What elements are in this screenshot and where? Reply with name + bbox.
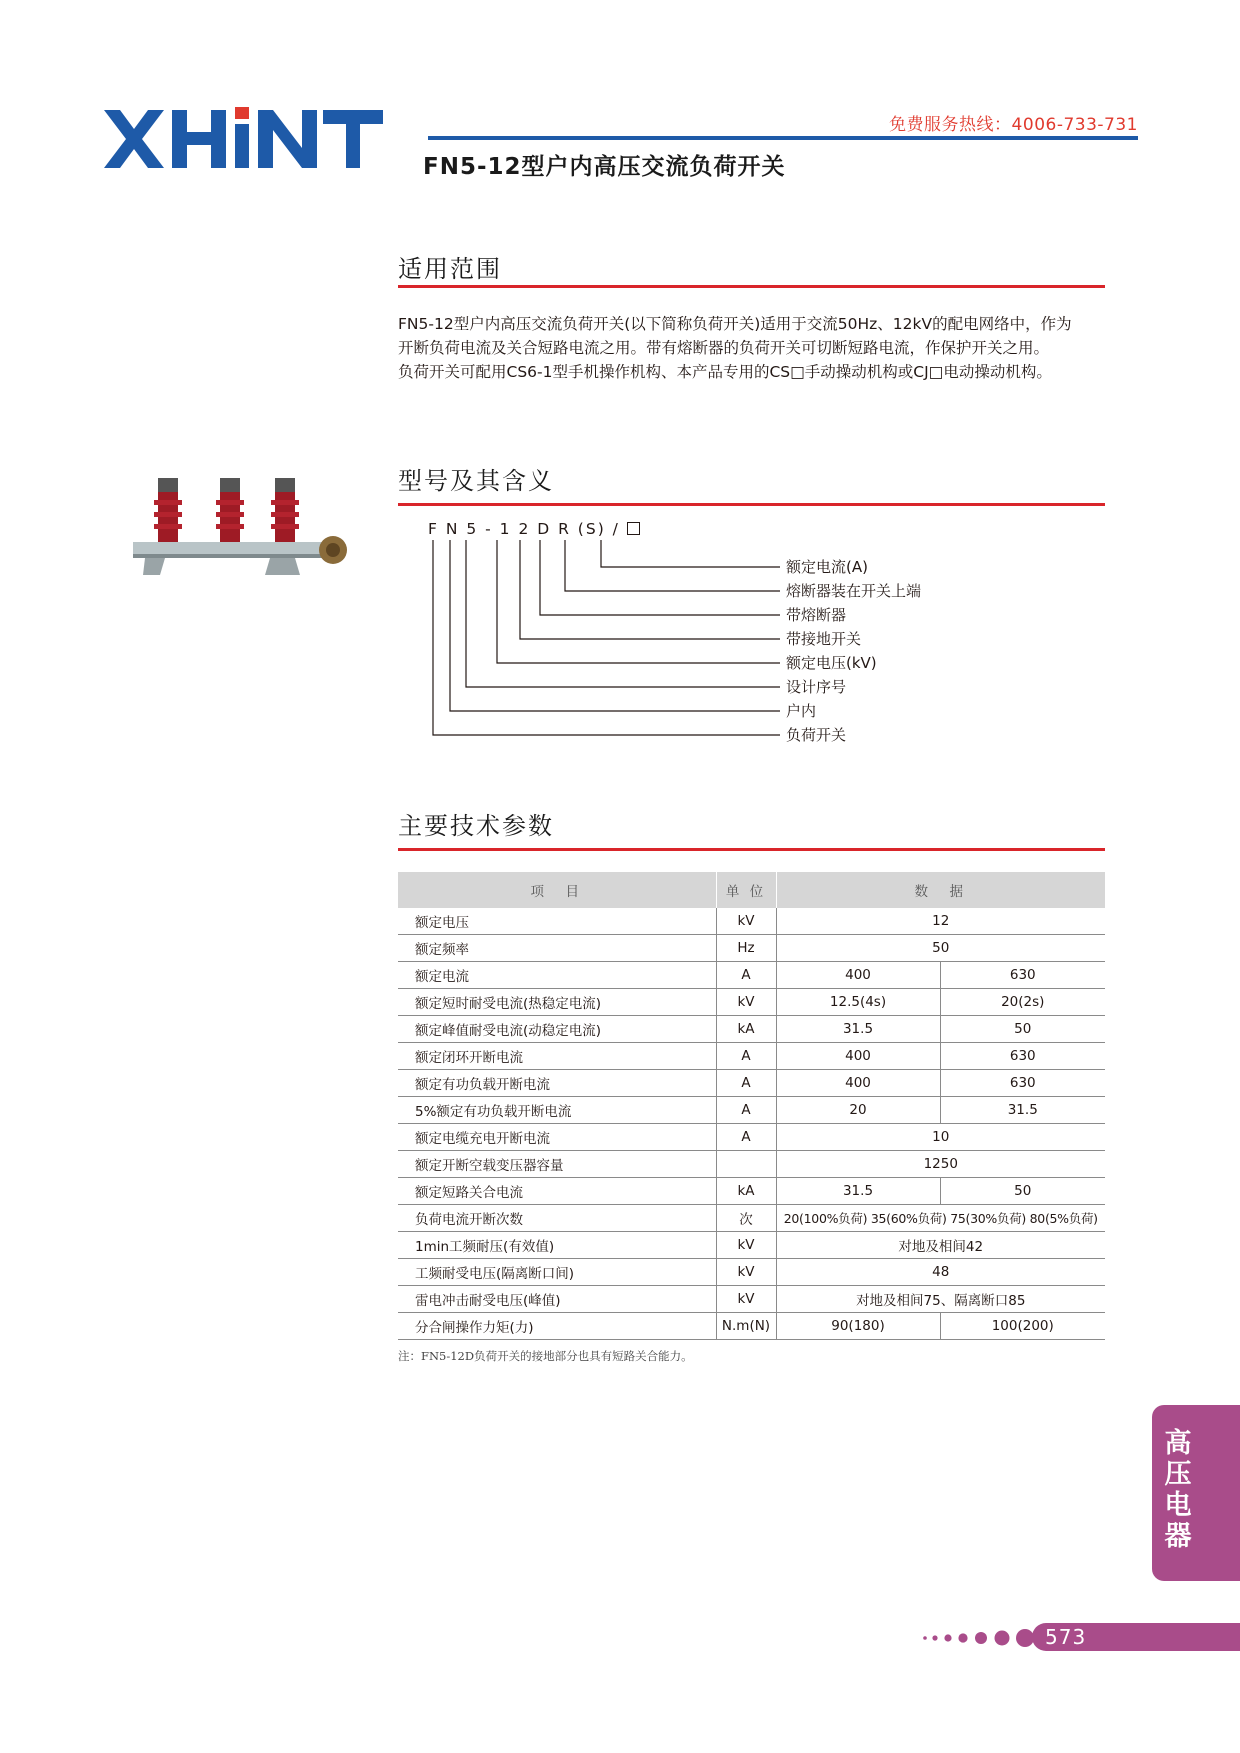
model-code-prefix: F N 5 - 1 2 D R (S) /	[428, 520, 620, 538]
row-item: 额定峰值耐受电流(动稳定电流)	[398, 1016, 716, 1043]
row-item: 分合闸操作力矩(力)	[398, 1313, 716, 1340]
section-title-model: 型号及其含义	[398, 467, 554, 495]
row-unit	[716, 1151, 776, 1178]
row-item: 5%额定有功负载开断电流	[398, 1097, 716, 1124]
table-row	[398, 1259, 1105, 1286]
row-unit: A	[716, 1070, 776, 1097]
table-row	[398, 1232, 1105, 1259]
row-item: 负荷电流开断次数	[398, 1205, 716, 1232]
table-row	[398, 1178, 1105, 1205]
row-value-2: 630	[940, 1043, 1105, 1070]
scope-line: 开断负荷电流及关合短路电流之用。带有熔断器的负荷开关可切断短路电流，作保护开关之用。	[398, 339, 1050, 357]
table-row	[398, 1151, 1105, 1178]
current-placeholder-box	[627, 522, 640, 535]
legend-item: 负荷开关	[786, 726, 847, 744]
row-item: 额定闭环开断电流	[398, 1043, 716, 1070]
table-row	[398, 908, 1105, 935]
section-rule	[398, 285, 1105, 288]
section-title-params: 主要技术参数	[398, 812, 554, 840]
table-header-row	[398, 872, 1105, 908]
row-unit: A	[716, 1097, 776, 1124]
header-unit: 单 位	[716, 872, 776, 908]
row-item: 工频耐受电压(隔离断口间)	[398, 1259, 716, 1286]
row-value: 10	[776, 1124, 1105, 1151]
hotline-text: 免费服务热线：4006-733-731	[889, 115, 1138, 135]
row-value-2: 50	[940, 1016, 1105, 1043]
section-title-scope: 适用范围	[398, 255, 502, 283]
table-row	[398, 1286, 1105, 1313]
table-row	[398, 1070, 1105, 1097]
model-code	[428, 520, 640, 538]
section-rule	[398, 848, 1105, 851]
row-unit: kV	[716, 1286, 776, 1313]
table-row	[398, 1205, 1105, 1232]
row-value-2: 50	[940, 1178, 1105, 1205]
header-rule	[428, 136, 1138, 140]
table-row	[398, 962, 1105, 989]
row-item: 1min工频耐压(有效值)	[398, 1232, 716, 1259]
legend-item: 户内	[786, 702, 817, 720]
legend-item: 额定电流(A)	[786, 558, 868, 576]
row-value-1: 12.5(4s)	[776, 989, 940, 1016]
row-unit: kV	[716, 1232, 776, 1259]
row-item: 雷电冲击耐受电压(峰值)	[398, 1286, 716, 1313]
table-row	[398, 989, 1105, 1016]
table-row	[398, 1313, 1105, 1340]
row-value-2: 100(200)	[940, 1313, 1105, 1340]
scope-line: FN5-12型户内高压交流负荷开关(以下简称负荷开关)适用于交流50Hz、12kV的配电网络中，作为	[398, 315, 1072, 333]
row-value: 20(100%负荷) 35(60%负荷) 75(30%负荷) 80(5%负荷)	[776, 1205, 1105, 1232]
row-unit: Hz	[716, 935, 776, 962]
row-value-1: 90(180)	[776, 1313, 940, 1340]
table-row	[398, 1097, 1105, 1124]
row-item: 额定短路关合电流	[398, 1178, 716, 1205]
scope-paragraph	[398, 312, 1118, 384]
row-item: 额定电缆充电开断电流	[398, 1124, 716, 1151]
row-value-1: 400	[776, 1043, 940, 1070]
row-value: 对地及相间75、隔离断口85	[776, 1286, 1105, 1313]
row-value: 12	[776, 908, 1105, 935]
row-item: 额定短时耐受电流(热稳定电流)	[398, 989, 716, 1016]
row-value: 对地及相间42	[776, 1232, 1105, 1259]
header-data: 数 据	[776, 872, 1105, 908]
section-rule	[398, 503, 1105, 506]
product-photo	[125, 470, 355, 585]
legend-item: 熔断器装在开关上端	[786, 582, 922, 600]
scope-line: 负荷开关可配用CS6-1型手机操作机构、本产品专用的CS□手动操动机构或CJ□电动操动机构。	[398, 363, 1052, 381]
row-item: 额定频率	[398, 935, 716, 962]
document-title: FN5-12型户内高压交流负荷开关	[423, 154, 786, 180]
row-value-2: 630	[940, 962, 1105, 989]
category-label: 高压电器	[1164, 1428, 1192, 1552]
table-row	[398, 1016, 1105, 1043]
row-value: 1250	[776, 1151, 1105, 1178]
row-item: 额定电压	[398, 908, 716, 935]
page-number: 573	[1045, 1625, 1087, 1649]
row-value-2: 20(2s)	[940, 989, 1105, 1016]
row-value: 50	[776, 935, 1105, 962]
table-note: 注：FN5-12D负荷开关的接地部分也具有短路关合能力。	[398, 1349, 693, 1363]
row-unit: A	[716, 1124, 776, 1151]
legend-item: 设计序号	[786, 678, 847, 696]
header-item: 项 目	[398, 872, 716, 908]
row-value-2: 630	[940, 1070, 1105, 1097]
row-unit: A	[716, 962, 776, 989]
legend-item: 带接地开关	[786, 630, 862, 648]
row-unit: kV	[716, 1259, 776, 1286]
page-dots-decoration	[922, 1627, 1034, 1649]
legend-item: 带熔断器	[786, 606, 847, 624]
row-value-1: 400	[776, 962, 940, 989]
row-value-1: 20	[776, 1097, 940, 1124]
row-unit: kA	[716, 1178, 776, 1205]
row-unit: N.m(N)	[716, 1313, 776, 1340]
row-item: 额定有功负载开断电流	[398, 1070, 716, 1097]
legend-item: 额定电压(kV)	[786, 654, 877, 672]
table-row	[398, 1043, 1105, 1070]
parameters-table	[398, 872, 1105, 1340]
row-unit: kA	[716, 1016, 776, 1043]
row-value-1: 31.5	[776, 1178, 940, 1205]
row-unit: A	[716, 1043, 776, 1070]
table-row	[398, 935, 1105, 962]
row-unit: kV	[716, 989, 776, 1016]
table-row	[398, 1124, 1105, 1151]
xhnt-logo	[104, 104, 384, 174]
row-unit: kV	[716, 908, 776, 935]
row-value-1: 31.5	[776, 1016, 940, 1043]
row-value-2: 31.5	[940, 1097, 1105, 1124]
row-item: 额定电流	[398, 962, 716, 989]
row-value-1: 400	[776, 1070, 940, 1097]
model-legend-lines	[425, 540, 785, 740]
row-item: 额定开断空载变压器容量	[398, 1151, 716, 1178]
row-value: 48	[776, 1259, 1105, 1286]
row-unit: 次	[716, 1205, 776, 1232]
